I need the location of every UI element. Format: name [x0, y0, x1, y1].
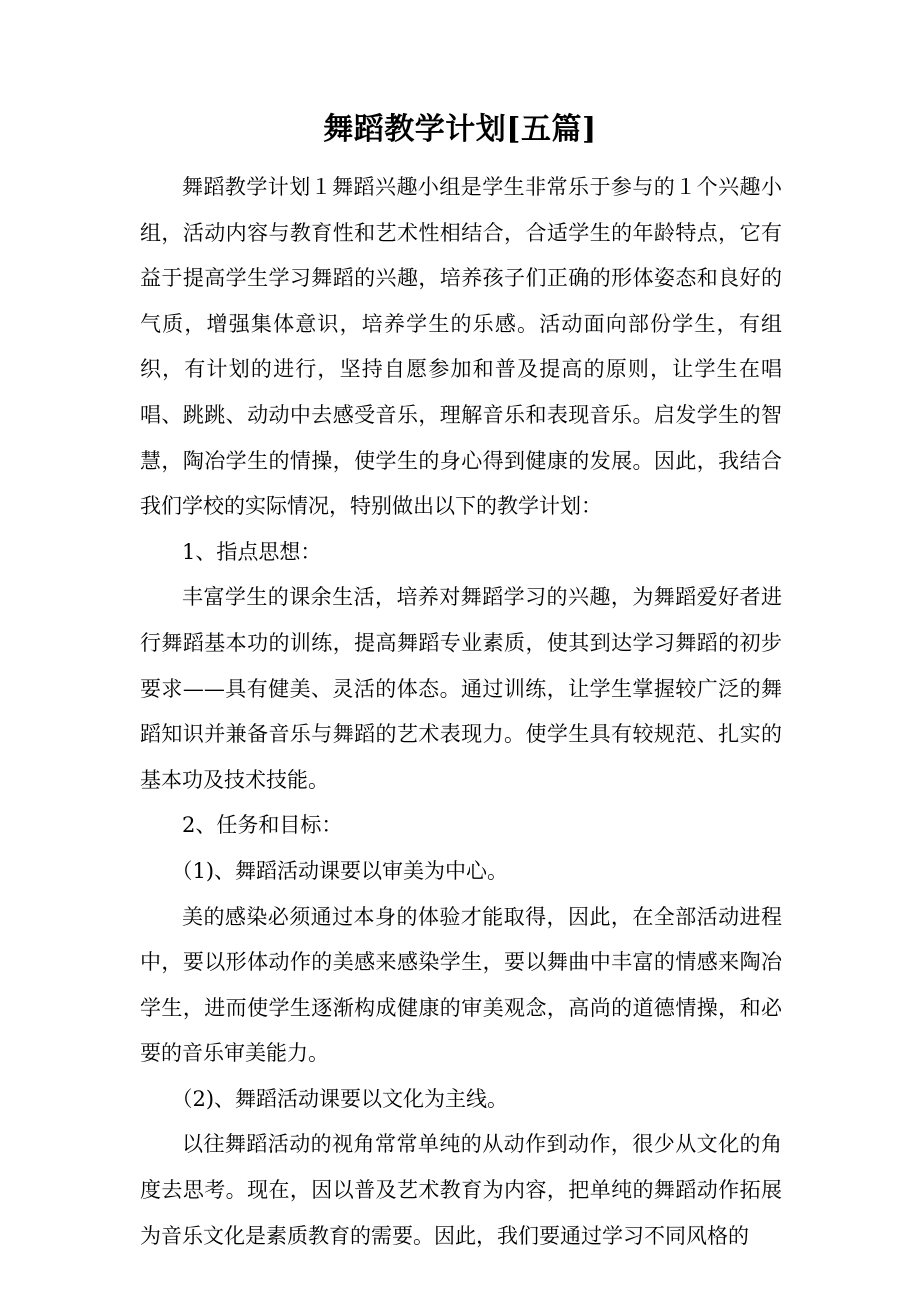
- subheading-culture-mainline: （2)、舞蹈活动课要以文化为主线。: [171, 1086, 509, 1111]
- subheading-aesthetic-center: （1)、舞蹈活动课要以审美为中心。: [171, 858, 509, 883]
- paragraph-aesthetic: 美的感染必须通过本身的体验才能取得，因此，在全部活动进程中，要以形体动作的美感来感染学生，要以舞曲中丰富的情感来陶冶学生，进而使学生逐渐构成健康的审美观念，高尚的道德情操，和必要的音乐审美能力。: [140, 904, 782, 1066]
- heading-guiding-thought: 1、指点思想：: [182, 539, 322, 564]
- heading-tasks-goals: 2、任务和目标：: [182, 813, 343, 838]
- paragraph-guiding-thought: 丰富学生的课余生活，培养对舞蹈学习的兴趣，为舞蹈爱好者进行舞蹈基本功的训练，提高舞蹈专业素质，使其到达学习舞蹈的初步要求——具有健美、灵活的体态。通过训练，让学生掌握较广泛的舞蹈知识并兼备音乐与舞蹈的艺术表现力。使学生具有较规范、扎实的基本功及技术技能。: [140, 585, 782, 792]
- document-title: 舞蹈教学计划[五篇]: [323, 112, 597, 147]
- paragraph-intro: 舞蹈教学计划１舞蹈兴趣小组是学生非常乐于参与的１个兴趣小组，活动内容与教育性和艺术性相结合，合适学生的年龄特点，它有益于提高学生学习舞蹈的兴趣，培养孩子们正确的形体姿态和良好的气质，增强集体意识，培养学生的乐感。活动面向部份学生，有组织，有计划的进行，坚持自愿参加和普及提高的原则，让学生在唱唱、跳跳、动动中去感受音乐，理解音乐和表现音乐。启发学生的智慧，陶冶学生的情操，使学生的身心得到健康的发展。因此，我结合我们学校的实际情况，特别做出以下的教学计划：: [140, 175, 782, 519]
- paragraph-culture: 以往舞蹈活动的视角常常单纯的从动作到动作，很少从文化的角度去思考。现在，因以普及艺术教育为内容，把单纯的舞蹈动作拓展为音乐文化是素质教育的需要。因此，我们要通过学习不同风格的: [140, 1132, 782, 1248]
- document-body: [140, 165, 782, 1259]
